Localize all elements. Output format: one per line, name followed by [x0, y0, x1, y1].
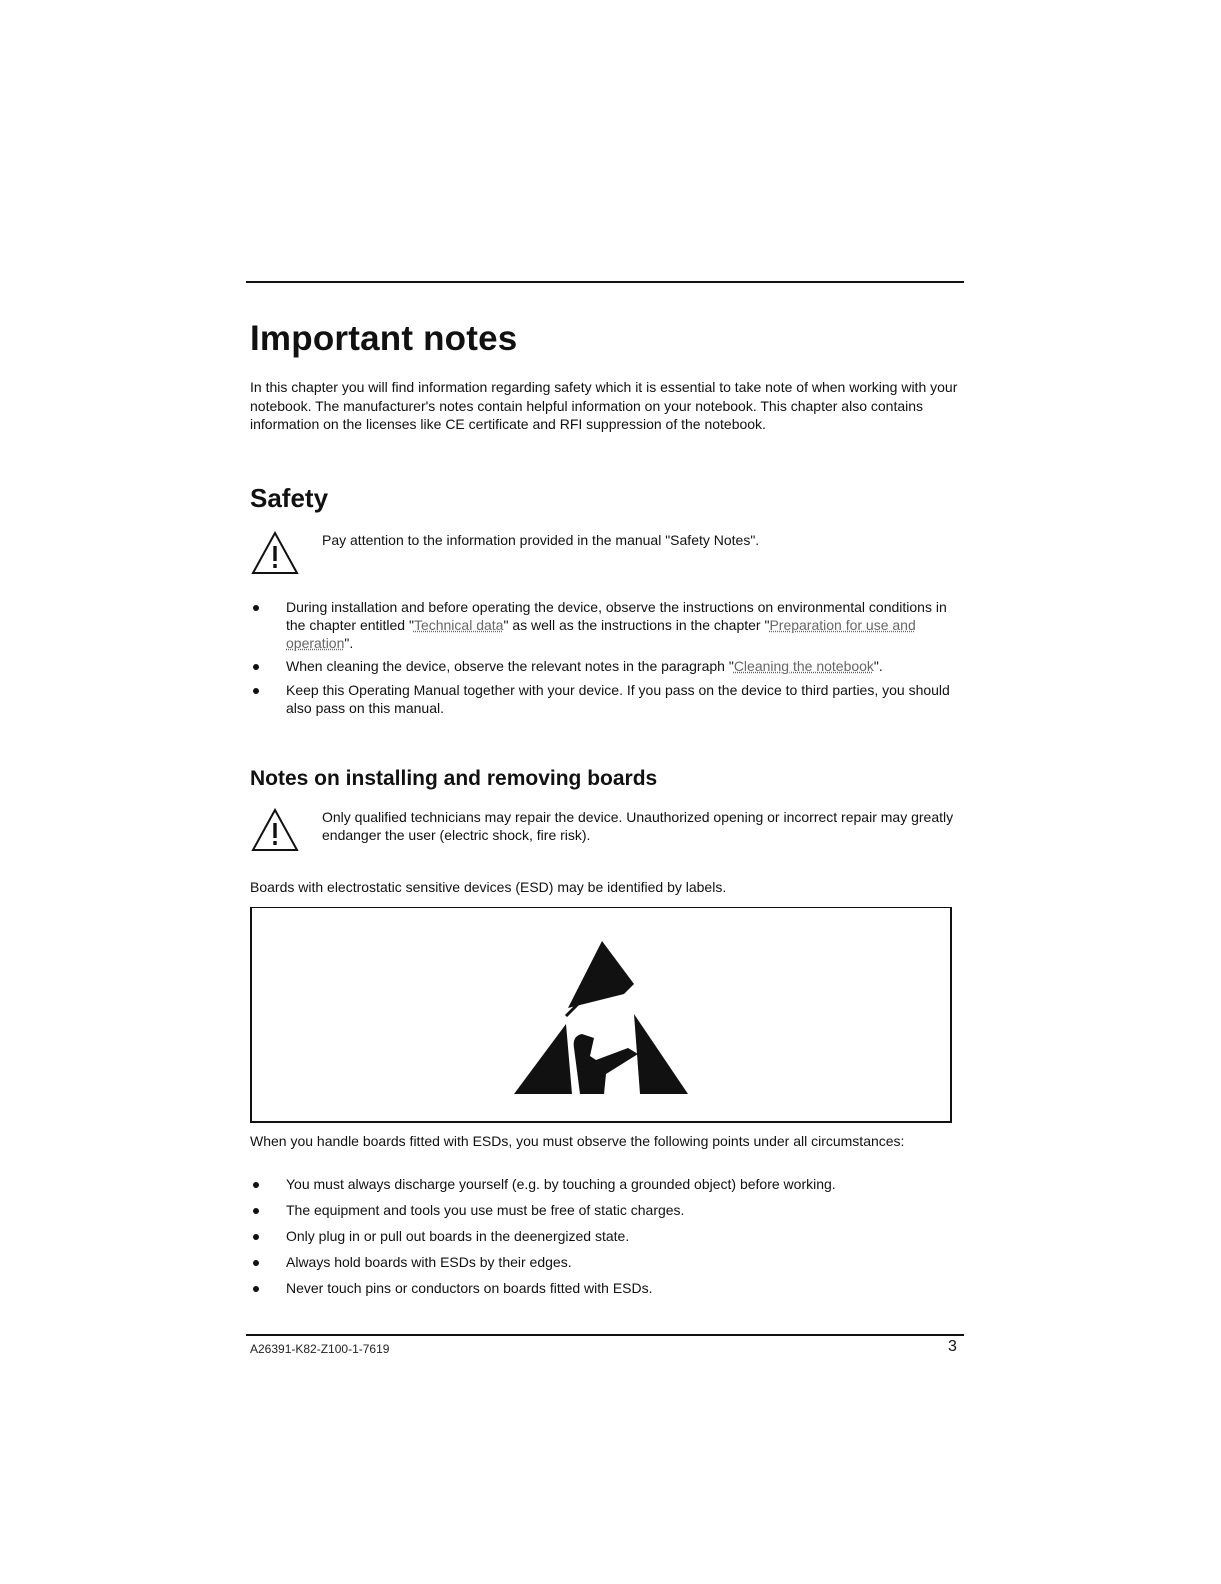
esd-handling-paragraph: When you handle boards fitted with ESDs, you must observe the following points under all circumstances: [250, 1133, 905, 1149]
bullet-dot [253, 1234, 259, 1240]
warning-triangle-icon [250, 530, 300, 576]
header-rule [246, 281, 964, 283]
boards-heading: Notes on installing and removing boards [250, 767, 658, 790]
footer-rule [246, 1334, 964, 1336]
page-title: Important notes [250, 319, 518, 358]
list-item: The equipment and tools you use must be free of static charges. [250, 1201, 962, 1219]
bullet-dot [253, 664, 259, 670]
list-item: Never touch pins or conductors on boards fitted with ESDs. [250, 1279, 962, 1297]
list-item: Only plug in or pull out boards in the deenergized state. [250, 1227, 962, 1245]
page-number: 3 [948, 1338, 957, 1355]
bullet-dot [253, 1208, 259, 1214]
list-item: You must always discharge yourself (e.g. by touching a grounded object) before working. [250, 1175, 962, 1193]
warning-triangle-icon [250, 807, 300, 853]
document-code: A26391-K82-Z100-1-7619 [250, 1342, 390, 1356]
link-preparation-for-use[interactable]: Preparation for use and operation [286, 617, 916, 651]
esd-points-list [250, 1175, 962, 1297]
bullet-dot [253, 688, 259, 694]
list-item: During installation and before operating the device, observe the instructions on environmental conditions in the chapter entitled "Technical data" as well as the instructions in the chapter "Preparation for use and operation". [250, 598, 962, 652]
list-item: Always hold boards with ESDs by their edges. [250, 1253, 962, 1271]
esd-label-paragraph: Boards with electrostatic sensitive devices (ESD) may be identified by labels. [250, 879, 727, 895]
boards-warning-text: Only qualified technicians may repair the device. Unauthorized opening or incorrect repair may greatly endanger the user (electric shock, fire risk). [322, 809, 954, 843]
bullet-dot [253, 605, 259, 611]
safety-warning-text: Pay attention to the information provided in the manual "Safety Notes". [322, 532, 760, 548]
list-item: When cleaning the device, observe the relevant notes in the paragraph "Cleaning the notebook". [250, 657, 962, 675]
bullet-dot [253, 1286, 259, 1292]
link-technical-data[interactable]: Technical data [413, 617, 504, 633]
link-cleaning-the-notebook[interactable]: Cleaning the notebook [733, 658, 874, 674]
list-item: Keep this Operating Manual together with your device. If you pass on the device to third parties, you should also pass on this manual. [250, 681, 962, 717]
esd-symbol-icon [510, 936, 690, 1096]
esd-symbol-frame [250, 907, 952, 1123]
safety-heading: Safety [250, 483, 329, 513]
safety-bullet-list [250, 598, 962, 717]
bullet-dot [253, 1260, 259, 1266]
bullet-dot [253, 1182, 259, 1188]
intro-paragraph: In this chapter you will find information regarding safety which it is essential to take note of when working with your notebook. The manufacturer's notes contain helpful information on your notebook. This chapter also contains information on the licenses like CE certificate and RFI suppression of the notebook. [250, 379, 958, 432]
